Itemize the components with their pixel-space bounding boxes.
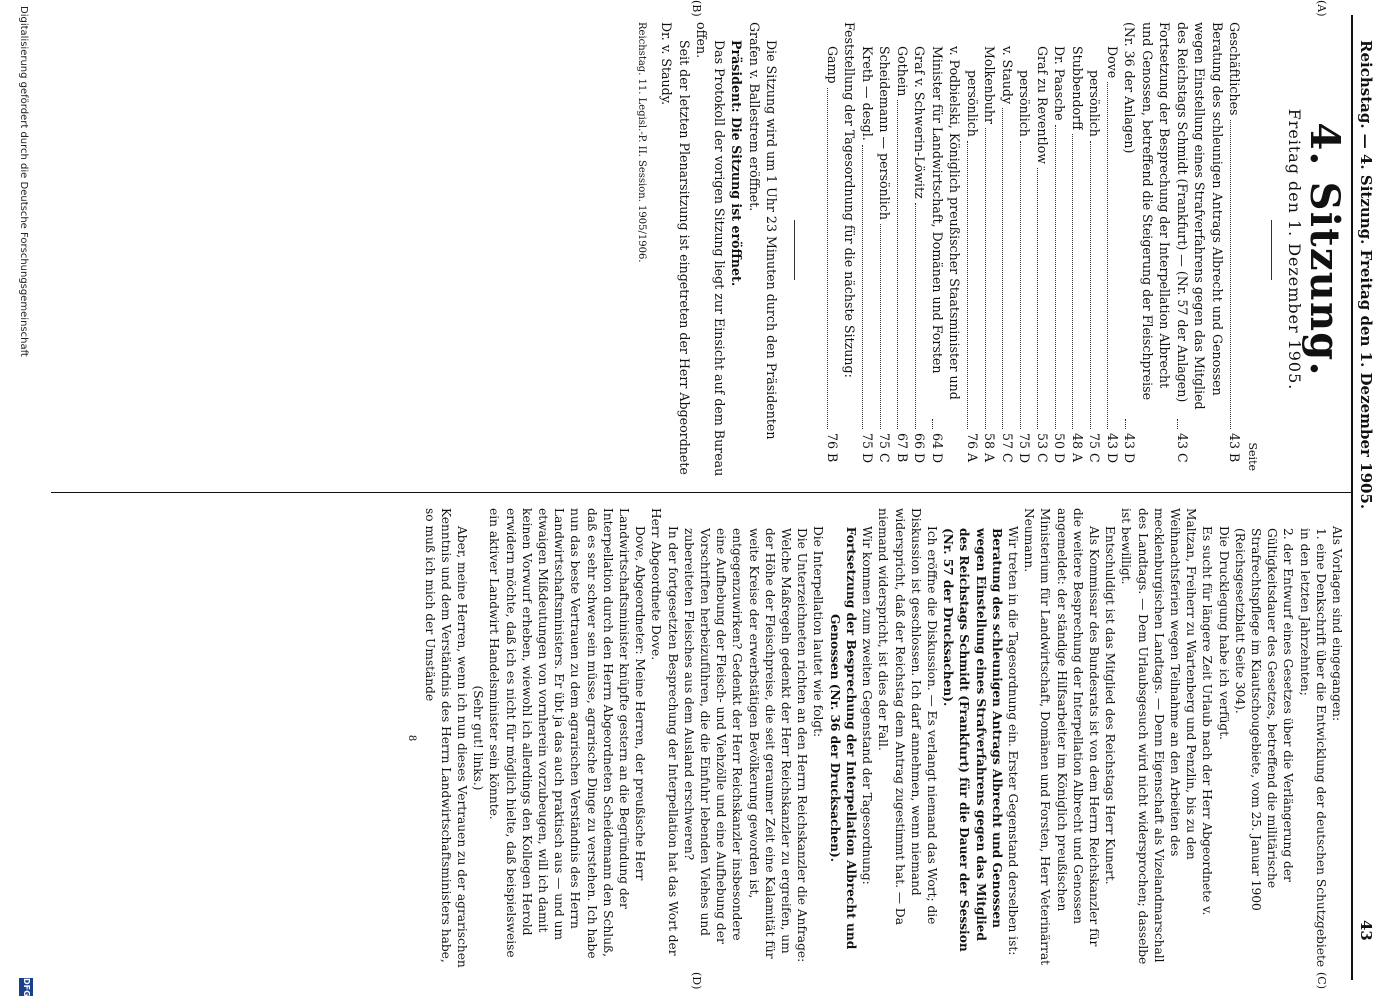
page-number: 43 (1357, 920, 1375, 941)
body-para-9: Ich eröffne die Diskussion. — Es verlangt niemand das Wort; die Diskussion ist geschlossen. Ich darf annehmen, wenn niemand widerspricht, daß der Reichstag dem Antrag zugestimmt hat. — Da niemand widerspricht, ist dies der Fall. (876, 508, 939, 925)
body-para-14: Welche Maßregeln gedenkt der Herr Reichskanzler zu ergreifen, um der Höhe der Fleischpreise, die seit geraumer Zeit eine Kalamität für weite Kreise der erwerbstätigen Bevölkerung geworden ist, entgegenzuwirken? Gedenkt der Herr Reichskanzler insbesondere eine Aufhebung der Fleisch- und Viehzölle und eine Aufhebung der Vorschriften herbeizuführen, die die Einfuhr lebenden Viehes und zubereiteten Fleisches aus dem Ausland erschweren? (681, 528, 794, 959)
body-para-17: (Sehr gut! links.) (471, 685, 486, 791)
title-divider (1271, 220, 1272, 280)
toc-leader-dots (1038, 168, 1039, 429)
toc-entry-page: 43 D (1105, 433, 1120, 464)
column-divider (51, 492, 1351, 493)
toc-leader-dots (828, 88, 829, 429)
body-para-3: Die Drucklegung habe ich verfügt. (1216, 526, 1231, 741)
toc-leader-dots (1178, 419, 1179, 429)
toc-entry-text: Graf zu Reventlow (1035, 46, 1050, 165)
body-para-5: Entschuldigt ist das Mitglied des Reichstags Herr Kunert. (1103, 526, 1118, 885)
body-para-15: In der fortgesetzten Besprechung der Interpellation hat das Wort der Herr Abgeordnete Dove. (649, 508, 680, 956)
margin-marker-a: (A) (1315, 0, 1328, 17)
toc-entry-page: 58 A (982, 433, 998, 463)
toc-entry (929, 22, 964, 477)
toc-entry (981, 22, 999, 477)
toc-leader-dots (1125, 419, 1126, 429)
toc-entry-page: 67 B (895, 433, 910, 463)
toc-entry-page: 43 D (1122, 433, 1138, 464)
toc-entry-text: Geschäftliches (1227, 22, 1243, 116)
session-title: 4. Sitzung. (1301, 122, 1348, 377)
toc-entry-page: 75 D (860, 433, 875, 464)
toc-leader-dots (1108, 82, 1109, 429)
funding-note: Digitalisierung gefördert durch die Deutsche Forschungsgemeinschaft (18, 6, 29, 357)
toc-entry-page: 57 C (1000, 433, 1015, 463)
toc-entry (999, 22, 1017, 477)
margin-marker-b: (B) (690, 0, 703, 17)
toc-entry-text: persönlich (1087, 70, 1103, 137)
toc-entry (1034, 22, 1052, 477)
toc-entry-page: 76 B (825, 433, 840, 463)
toc-entry-page: 75 D (1017, 433, 1033, 464)
toc-entry-page: 76 A (965, 433, 980, 463)
body-para-10: Wir kommen zum zweiten Gegenstand der Tagesordnung: (860, 526, 875, 885)
toc-entry-text: Fortsetzung der Besprechung der Interpellation Albrecht und Genossen, betreffend die Steigerung der Fleischpreise (Nr. 36 der Anlagen) (1122, 22, 1173, 401)
toc-leader-dots (968, 141, 969, 429)
toc-entry (1016, 22, 1034, 477)
toc-entry (1086, 22, 1104, 477)
seite-label: Seite (1246, 442, 1259, 471)
right-column (403, 508, 1345, 968)
toc-entry-text: v. Podbielski, Königlich preußischer Staatsminister und Minister für Landwirtschaft, Domänen und Forsten (930, 46, 963, 400)
toc-leader-dots (880, 224, 881, 429)
toc-entry-page: 75 C (1087, 433, 1103, 463)
toc-entry-text: Graf v. Schwerin-Löwitz (912, 46, 928, 199)
toc-entry-page: 53 C (1035, 433, 1050, 463)
body-para-13: Die Unterzeichneten richten an den Herrn Reichskanzler die Anfrage: (795, 528, 810, 963)
dfg-logo: DFG (19, 978, 33, 996)
toc-leader-dots (1003, 108, 1004, 429)
toc-leader-dots (898, 100, 899, 429)
toc-entry-page: 66 D (912, 433, 928, 464)
margin-marker-d: (D) (690, 972, 703, 990)
body-para-0: Als Vorlagen sind eingegangen: (1330, 526, 1344, 722)
toc-entry (1174, 22, 1227, 477)
toc-leader-dots (933, 419, 934, 429)
toc-entry (876, 22, 894, 477)
body-para-2: 2. der Entwurf eines Gesetzes über die Verlängerung der Gültigkeitsdauer des Gesetzes, betreffend die militärische Strafrechtspflege im Kiautschougebiete, vom 25. Januar 1900 (Reichsgesetzblatt Seite 304). (1232, 528, 1296, 911)
toc-entry-page: 75 C (877, 433, 893, 463)
toc-entry (1104, 22, 1122, 477)
body-para-11: Fortsetzung der Besprechung der Interpellation Albrecht und Genossen (Nr. 36 der Drucksachen). (827, 526, 858, 950)
new-member-paragraph: Seit der letzten Plenarsitzung ist eingetreten der Herr Abgeordnete Dr. v. Staudy. (659, 22, 692, 475)
toc-entry-text: Kreth — desgl. (860, 46, 875, 141)
left-column (633, 22, 1348, 477)
toc-leader-dots (1230, 120, 1231, 429)
body-para-4: Es sucht für längere Zeit Urlaub nach der Herr Abgeordnete v. Maltzan, Freiherr zu Wartenberg und Penzlin, bis zu den Weihnachtsferien wegen Teilnahme an den Arbeiten des mecklenburgischen Landtags. — Denn Eigenschaft als Vizelandmarschall des Landtags. — Dem Urlaubsgesuch wird nicht widersprochen; dasselbe ist bewilligt. (1119, 508, 1215, 965)
toc-entry-page: 43 B (1227, 433, 1243, 463)
toc-entry-text: persönlich (1017, 70, 1033, 137)
body-para-1: 1. eine Denkschrift über die Entwicklung der deutschen Schutzgebiete in den letzten Jahrzehnten; (1297, 528, 1328, 968)
toc-entry (1051, 22, 1069, 477)
toc-entry (1069, 22, 1087, 477)
left-footer: Reichstag. 11. Legisl.-P. II. Session. 1905/1906. (636, 22, 647, 263)
signature-mark: 8 (406, 734, 418, 742)
toc-entry-text: Scheidemann — persönlich (877, 46, 893, 220)
toc-entry-page: 64 D (930, 433, 945, 464)
session-date: Freitag den 1. Dezember 1905. (1285, 108, 1305, 391)
toc-leader-dots (1020, 141, 1021, 429)
toc-entry-page: 50 D (1052, 433, 1068, 464)
protocol-paragraph: Das Protokoll der vorigen Sitzung liegt zur Einsicht auf dem Bureau offen. (694, 22, 727, 477)
toc-leader-dots (863, 145, 864, 429)
toc-leader-dots (1055, 125, 1056, 429)
toc-leader-dots (985, 128, 986, 429)
toc-entry (911, 22, 929, 477)
toc-entry (824, 22, 842, 477)
toc-entry-text: Feststellung der Tagesordnung für die nächste Sitzung: (842, 22, 858, 378)
body-para-16: Dove, Abgeordneter: Meine Herren, der preußische Herr Landwirtschaftsminister knüpfte gestern an die Begründung der Interpellation durch den Herrn Abgeordneten Scheidemann den Schluß, daß es sehr schwer sein müsse, agrarische Dinge zu verstehen. Ich habe nun das beste Vertrauen zu dem agrarischen Verständnis des Herrn Landwirtschaftsministers. Er übt ja das auch praktisch aus — und um etwaigen Mißdeutungen von vornherein vorzubeugen, will ich damit keinen Vorwurf erheben, wiewohl ich allerdings den Kollegen Herold erwidern möchte, daß ich es nicht für möglich hielte, daß beispielsweise ein aktiver Landwirt Handelsminister sein könnte. (487, 508, 648, 959)
toc-entry-text: Dr. Paasche (1052, 46, 1068, 121)
toc-entry (964, 22, 982, 477)
body-para-18: Aber, meine Herren, wenn ich nun dieses Vertrauen zu der agrarischen Kenntnis und dem Verständnis des Herrn Landwirtschaftsministers habe, so muß ich mich der Umstände (422, 508, 470, 968)
toc-leader-dots (915, 203, 916, 429)
table-of-contents (824, 22, 1244, 477)
body-para-12: Die Interpellation lautet wie folgt: (811, 526, 826, 738)
toc-entry (859, 22, 877, 477)
toc-entry (1226, 22, 1244, 477)
toc-entry (841, 22, 859, 477)
toc-entry-text: Stubbendorff (1070, 46, 1085, 131)
body-para-7: Wir treten in die Tagesordnung ein. Erster Gegenstand derselben ist: (1005, 526, 1020, 956)
toc-entry-text: Molkenbuhr (982, 46, 998, 125)
toc-entry-page: 48 A (1070, 433, 1085, 463)
body-para-6: Als Kommissar des Bundesrats ist von dem Herrn Reichskanzler für die weitere Besprechung der Interpellation Albrecht und Genossen angemeldet: der ständige Hilfsarbeiter im Königlich preußischen Ministerium für Landwirtschaft, Domänen und Forsten, Herr Veterinärrat Neumann. (1022, 508, 1101, 965)
toc-entry-text: persönlich (965, 70, 980, 137)
header-rule (1351, 15, 1353, 980)
digitization-footer (0, 0, 43, 1000)
toc-leader-dots (1090, 141, 1091, 429)
opening-paragraph: Die Sitzung wird um 1 Uhr 23 Minuten durch den Präsidenten Grafen v. Ballestrem eröffnet. (747, 22, 780, 440)
toc-entry-text: v. Staudy (1000, 46, 1015, 105)
toc-entry-text: Gamp (825, 46, 840, 84)
margin-marker-c: (C) (1315, 972, 1328, 989)
toc-entry-text: Dove (1105, 46, 1120, 79)
toc-entry-page: 43 C (1175, 433, 1190, 463)
president-opening: Präsident: Die Sitzung ist eröffnet. (729, 40, 745, 287)
toc-entry-text: Gothein (895, 46, 910, 97)
toc-entry (894, 22, 912, 477)
toc-leader-dots (1073, 134, 1074, 429)
toc-entry (1121, 22, 1174, 477)
body-para-8: Beratung des schleunigen Antrags Albrecht und Genossen wegen Einstellung eines Strafverfahrens gegen das Mitglied des Reichstags Schmidt (Frankfurt) für die Dauer der Session (Nr. 57 der Drucksachen). (941, 528, 1004, 952)
toc-divider (795, 220, 796, 280)
toc-entry-text: Beratung des schleunigen Antrags Albrecht und Genossen wegen Einstellung eines Strafverfahrens gegen das Mitglied des Reichstags Schmidt (Frankfurt) — (Nr. 57 der Anlagen) (1175, 22, 1225, 410)
running-header: Reichstag. — 4. Sitzung. Freitag den 1. Dezember 1905. (1357, 40, 1375, 510)
